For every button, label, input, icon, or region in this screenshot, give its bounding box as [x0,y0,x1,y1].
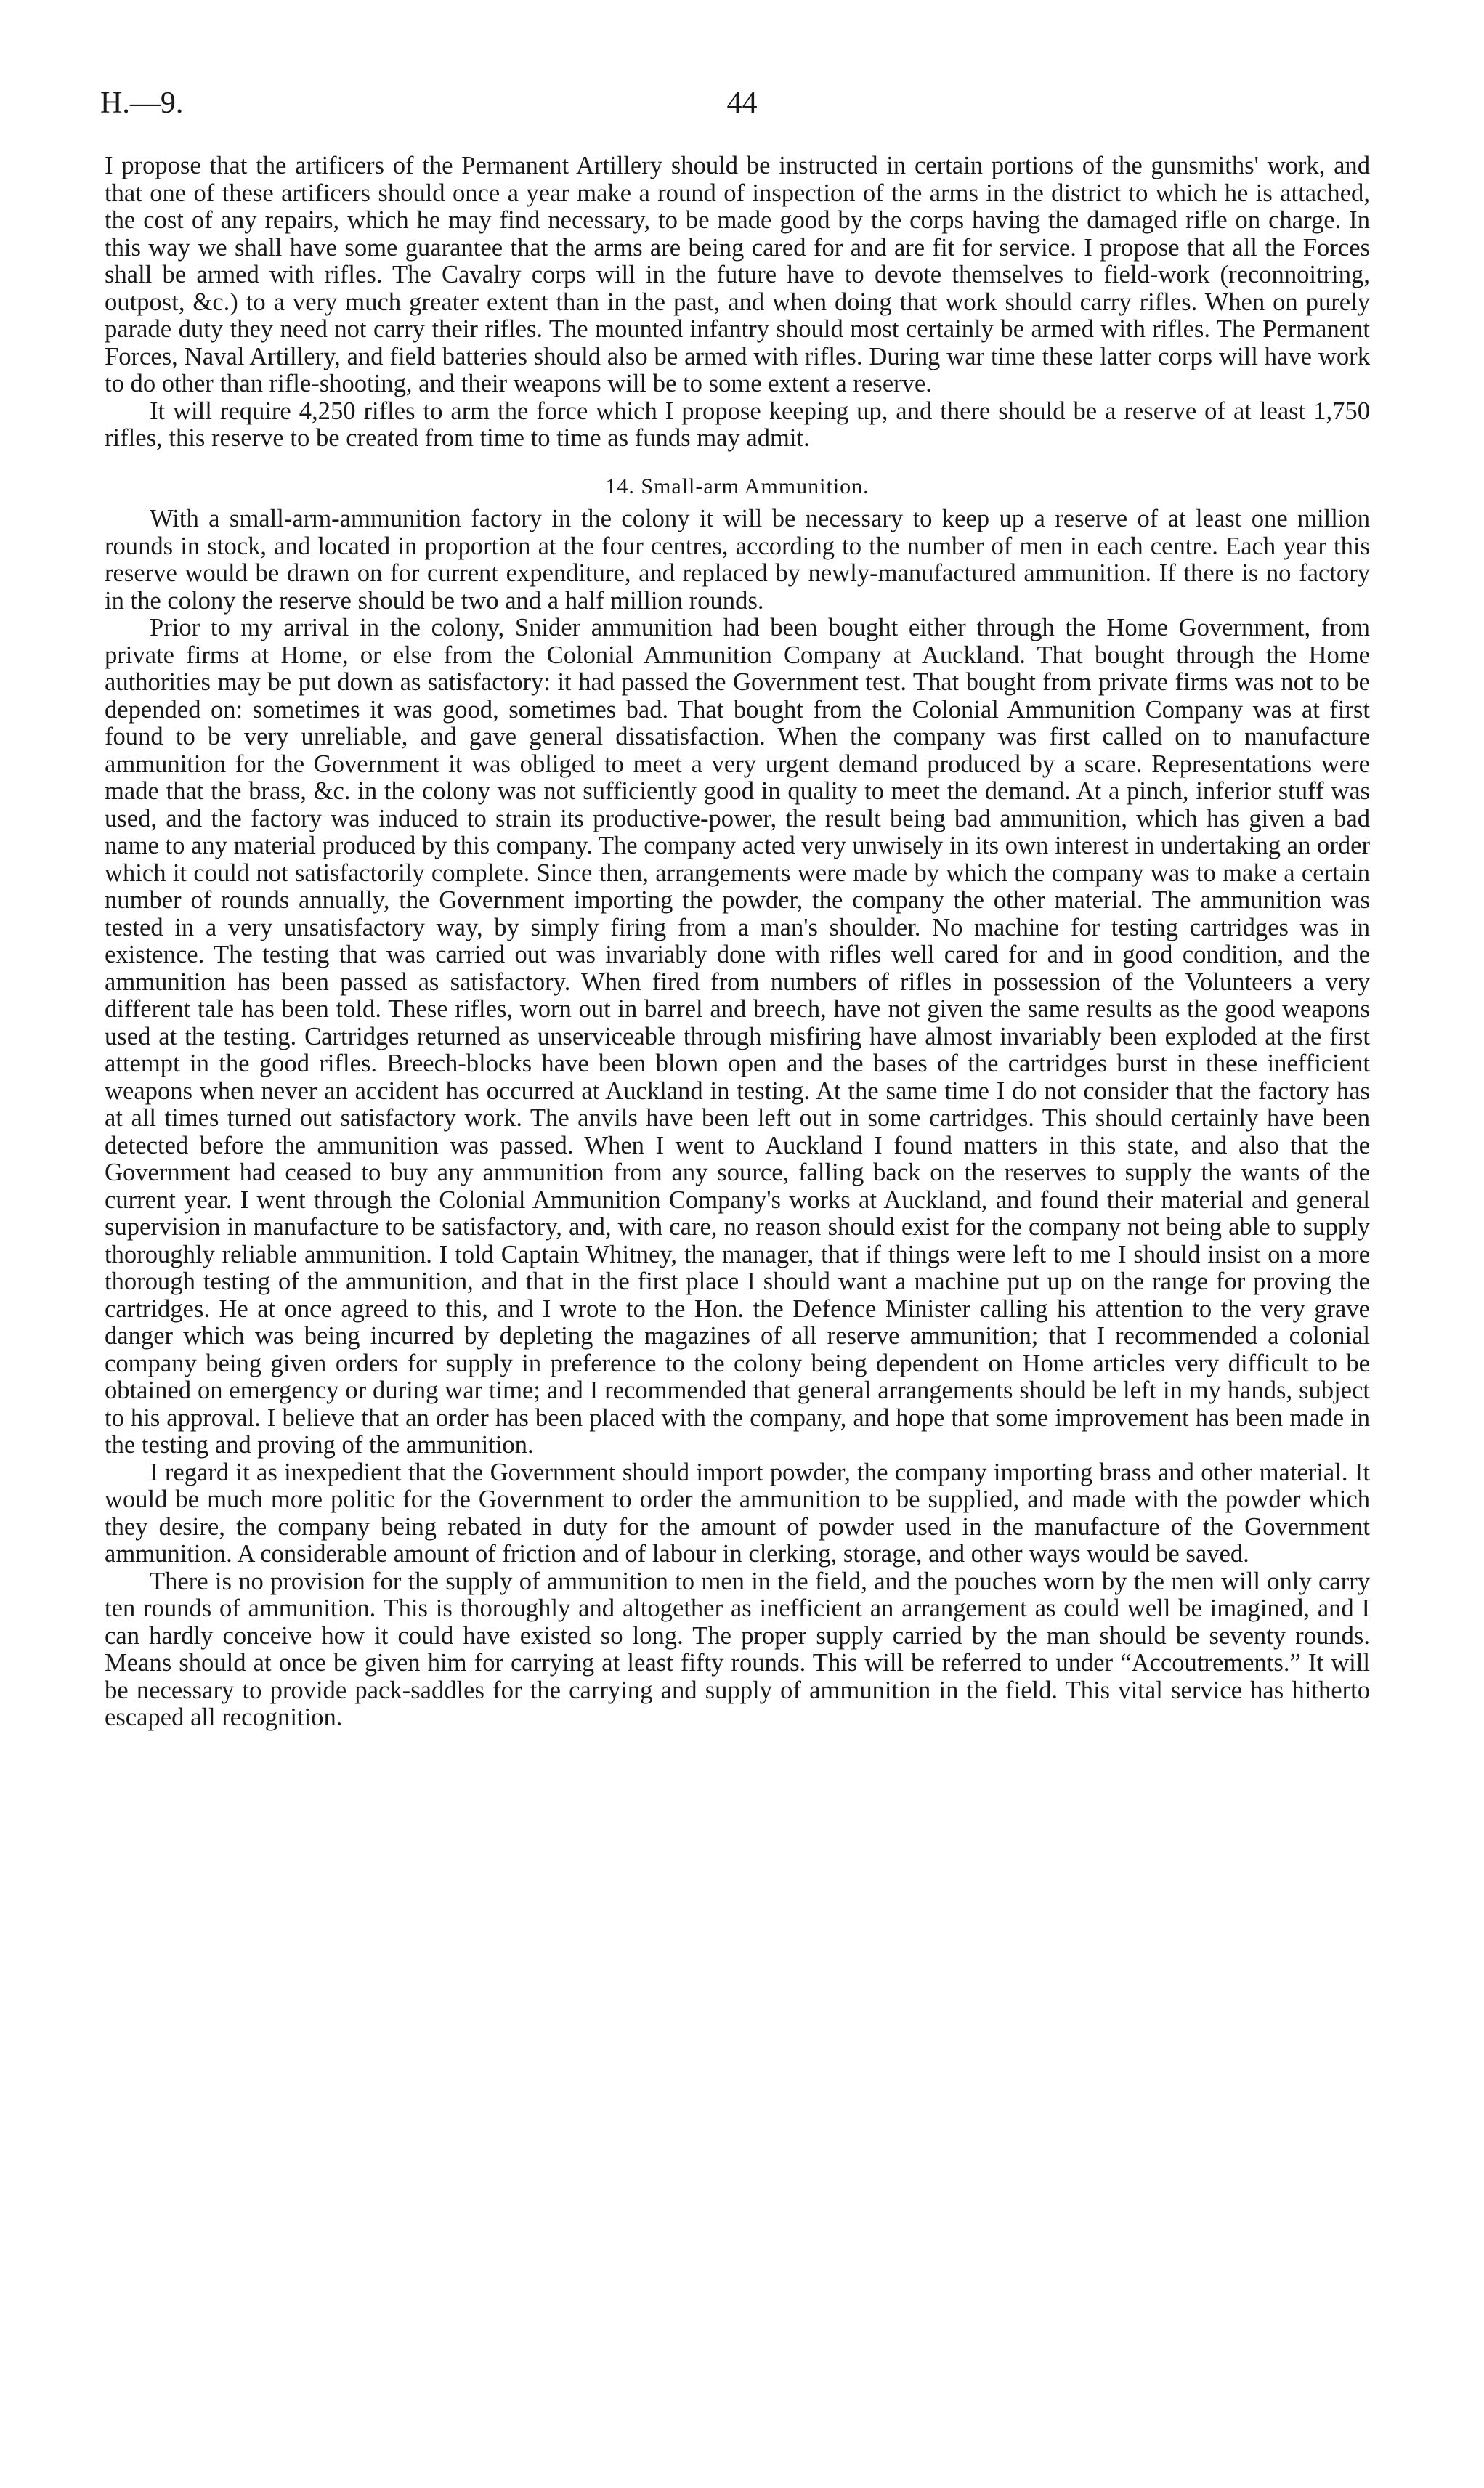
document-reference: H.—9. [100,86,184,120]
body-text [105,153,1370,1732]
page-number: 44 [726,86,758,120]
paragraph: Prior to my arrival in the colony, Snider ammunition had been bought either through the Home Government, from private firms at Home, or else from the Colonial Ammunition Company at Auckland. That bought through the Home authorities may be put down as satisfactory: it had passed the Government test. That bought from private firms was not to be depended on: sometimes it was good, sometimes bad. That bought from the Colonial Ammunition Company was at first found to be very unreliable, and gave general dissatisfaction. When the company was first called on to manufacture ammunition for the Government it was obliged to meet a very urgent demand produced by a scare. Representations were made that the brass, &c. in the colony was not sufficiently good in quality to meet the demand. At a pinch, inferior stuff was used, and the factory was induced to strain its productive-power, the result being bad ammunition, which has given a bad name to any material produced by this company. The company acted very unwisely in its own interest in undertaking an order which it could not satisfactorily complete. Since then, arrangements were made by which the company was to make a certain number of rounds annually, the Government importing the powder, the company the other material. The ammunition was tested in a very unsatisfactory way, by simply firing from a man's shoulder. No machine for testing cartridges was in existence. The testing that was carried out was invariably done with rifles well cared for and in good condition, and the ammunition has been passed as satisfactory. When fired from numbers of rifles in possession of the Volunteers a very different tale has been told. These rifles, worn out in barrel and breech, have not given the same results as the good weapons used at the testing. Cartridges returned as unserviceable through misfiring have almost invariably been exploded at the first attempt in the good rifles. Breech-blocks have been blown open and the bases of the cartridges burst in these inefficient weapons when never an accident has occurred at Auckland in testing. At the same time I do not consider that the factory has at all times turned out satisfactory work. The anvils have been left out in some cartridges. This should certainly have been detected before the ammunition was passed. When I went to Auckland I found matters in this state, and also that the Government had ceased to buy any ammunition from any source, falling back on the reserves to supply the wants of the current year. I went through the Colonial Ammunition Company's works at Auckland, and found their material and general supervision in manufacture to be satisfactory, and, with care, no reason should exist for the company not being able to supply thoroughly reliable ammunition. I told Captain Whitney, the manager, that if things were left to me I should insist on a more thorough testing of the ammunition, and that in the first place I should want a machine put up on the range for proving the cartridges. He at once agreed to this, and I wrote to the Hon. the Defence Minister calling his attention to the very grave danger which was being incurred by depleting the magazines of all reserve ammunition; that I recommended a colonial company being given orders for supply in preference to the colony being dependent on Home articles very difficult to be obtained on emergency or during war time; and I recommended that general arrangements should be left in my hands, subject to his approval. I believe that an order has been placed with the company, and hope that some improvement has been made in the testing and proving of the ammunition. [105,614,1370,1459]
page-header [100,86,1384,129]
section-heading: 14. Small-arm Ammunition. [605,474,869,498]
paragraph: There is no provision for the supply of ammunition to men in the field, and the pouches worn by the men will only carry ten rounds of ammunition. This is thoroughly and altogether as inefficient an arrangement as could well be imagined, and I can hardly conceive how it could have existed so long. The proper supply carried by the man should be seventy rounds. Means should at once be given him for carrying at least fifty rounds. This will be referred to under “Accoutrements.” It will be necessary to provide pack-saddles for the carrying and supply of ammunition in the field. This vital service has hitherto escaped all recognition. [105,1567,1370,1731]
paragraph: It will require 4,250 rifles to arm the force which I propose keeping up, and there should be a reserve of at least 1,750 rifles, this reserve to be created from time to time as funds may admit. [105,397,1370,452]
paragraph: I propose that the artificers of the Permanent Artillery should be instructed in certain portions of the gunsmiths' work, and that one of these artificers should once a year make a round of inspection of the arms in the district to which he is attached, the cost of any repairs, which he may find necessary, to be made good by the corps having the damaged rifle on charge. In this way we shall have some guarantee that the arms are being cared for and are fit for service. I propose that all the Forces shall be armed with rifles. The Cavalry corps will in the future have to devote themselves to field-work (reconnoitring, outpost, &c.) to a very much greater extent than in the past, and when doing that work should carry rifles. When on purely parade duty they need not carry their rifles. The mounted infantry should most certainly be armed with rifles. The Permanent Forces, Naval Artillery, and field batteries should also be armed with rifles. During war time these latter corps will have work to do other than rifle-shooting, and their weapons will be to some extent a reserve. [105,152,1370,397]
paragraph: I regard it as inexpedient that the Government should import powder, the company importing brass and other material. It would be much more politic for the Government to order the ammunition to be supplied, and made with the powder which they desire, the company being rebated in duty for the amount of powder used in the manufacture of the Government ammunition. A considerable amount of friction and of labour in clerking, storage, and other ways would be saved. [105,1458,1370,1568]
paragraph: With a small-arm-ammunition factory in the colony it will be necessary to keep up a reserve of at least one million rounds in stock, and located in proportion at the four centres, according to the number of men in each centre. Each year this reserve would be drawn on for current expenditure, and replaced by newly-manufactured ammunition. If there is no factory in the colony the reserve should be two and a half million rounds. [105,505,1370,615]
